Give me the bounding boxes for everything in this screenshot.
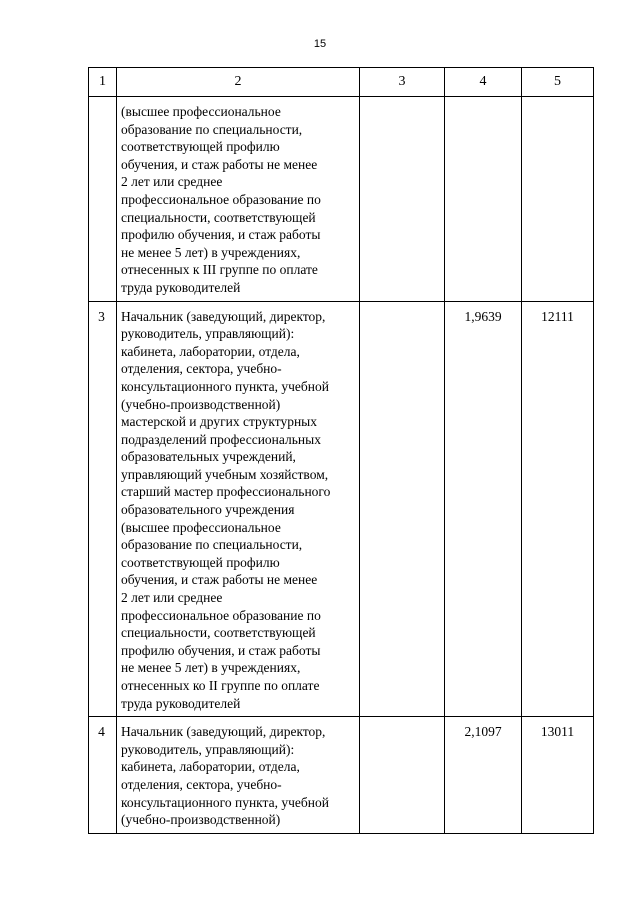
page-number: 15 bbox=[313, 38, 327, 50]
description-line: специальности, соответствующей bbox=[121, 209, 316, 225]
row-number-cell: 4 bbox=[89, 717, 117, 834]
description-line: консультационного пункта, учебной bbox=[121, 794, 329, 810]
description-line: профессиональное образование по bbox=[121, 607, 321, 623]
description-line: профилю обучения, и стаж работы bbox=[121, 642, 321, 658]
salary-cell: 13011 bbox=[522, 717, 594, 834]
description-line: мастерской и других структурных bbox=[121, 414, 317, 430]
description-line: консультационного пункта, учебной bbox=[121, 378, 329, 394]
salary-cell bbox=[522, 97, 594, 302]
description-line: (учебно-производственной) bbox=[121, 812, 281, 828]
description-cell bbox=[117, 717, 360, 834]
description-line: труда руководителей bbox=[121, 279, 241, 295]
description-line: кабинета, лаборатории, отдела, bbox=[121, 343, 300, 359]
coefficient-cell: 2,1097 bbox=[445, 717, 522, 834]
salary-table bbox=[88, 67, 594, 834]
header-col-2: 2 bbox=[117, 68, 360, 97]
description-line: (высшее профессиональное bbox=[121, 519, 281, 535]
description-line: труда руководителей bbox=[121, 695, 241, 711]
description-line: 2 лет или среднее bbox=[121, 174, 223, 190]
description-line: не менее 5 лет) в учреждениях, bbox=[121, 660, 301, 676]
description-line: профессиональное образование по bbox=[121, 191, 321, 207]
table-header-row bbox=[89, 68, 594, 97]
description-line: Начальник (заведующий, директор, bbox=[121, 724, 326, 740]
description-line: отделения, сектора, учебно- bbox=[121, 776, 282, 792]
col3-cell bbox=[360, 301, 445, 717]
description-line: отнесенных ко II группе по оплате bbox=[121, 678, 320, 693]
description-line: не менее 5 лет) в учреждениях, bbox=[121, 244, 301, 260]
description-line: профилю обучения, и стаж работы bbox=[121, 227, 321, 243]
description-line: образование по специальности, bbox=[121, 121, 303, 137]
col3-cell bbox=[360, 717, 445, 834]
description-line: обучения, и стаж работы не менее bbox=[121, 156, 318, 172]
row-number-cell bbox=[89, 97, 117, 302]
description-cell bbox=[117, 97, 360, 302]
description-line: (учебно-производственной) bbox=[121, 396, 281, 412]
description-line: образование по специальности, bbox=[121, 537, 303, 553]
coefficient-cell: 1,9639 bbox=[445, 301, 522, 717]
table-row bbox=[89, 97, 594, 302]
table-row bbox=[89, 301, 594, 717]
header-col-1: 1 bbox=[89, 68, 117, 97]
description-line: соответствующей профилю bbox=[121, 554, 280, 570]
description-line: кабинета, лаборатории, отдела, bbox=[121, 759, 300, 775]
description-line: старший мастер профессионального bbox=[121, 484, 331, 500]
coefficient-cell bbox=[445, 97, 522, 302]
description-line: подразделений профессиональных bbox=[121, 431, 321, 447]
description-line: соответствующей профилю bbox=[121, 139, 280, 155]
table-row bbox=[89, 717, 594, 834]
description-line: образовательного учреждения bbox=[121, 502, 295, 518]
description-line: управляющий учебным хозяйством, bbox=[121, 466, 329, 482]
description-line: Начальник (заведующий, директор, bbox=[121, 308, 326, 324]
header-col-3: 3 bbox=[360, 68, 445, 97]
salary-cell: 12111 bbox=[522, 301, 594, 717]
description-line: образовательных учреждений, bbox=[121, 449, 296, 465]
description-line: специальности, соответствующей bbox=[121, 625, 316, 641]
row-number-cell: 3 bbox=[89, 301, 117, 717]
description-line: отнесенных к III группе по оплате bbox=[121, 262, 318, 278]
col3-cell bbox=[360, 97, 445, 302]
description-line: (высшее профессиональное bbox=[121, 104, 281, 119]
description-line: обучения, и стаж работы не менее bbox=[121, 572, 318, 588]
header-col-4: 4 bbox=[445, 68, 522, 97]
header-col-5: 5 bbox=[522, 68, 594, 97]
description-cell bbox=[117, 301, 360, 717]
description-line: отделения, сектора, учебно- bbox=[121, 361, 282, 377]
description-line: руководитель, управляющий): bbox=[121, 741, 295, 757]
description-line: руководитель, управляющий): bbox=[121, 326, 295, 342]
description-line: 2 лет или среднее bbox=[121, 590, 223, 606]
